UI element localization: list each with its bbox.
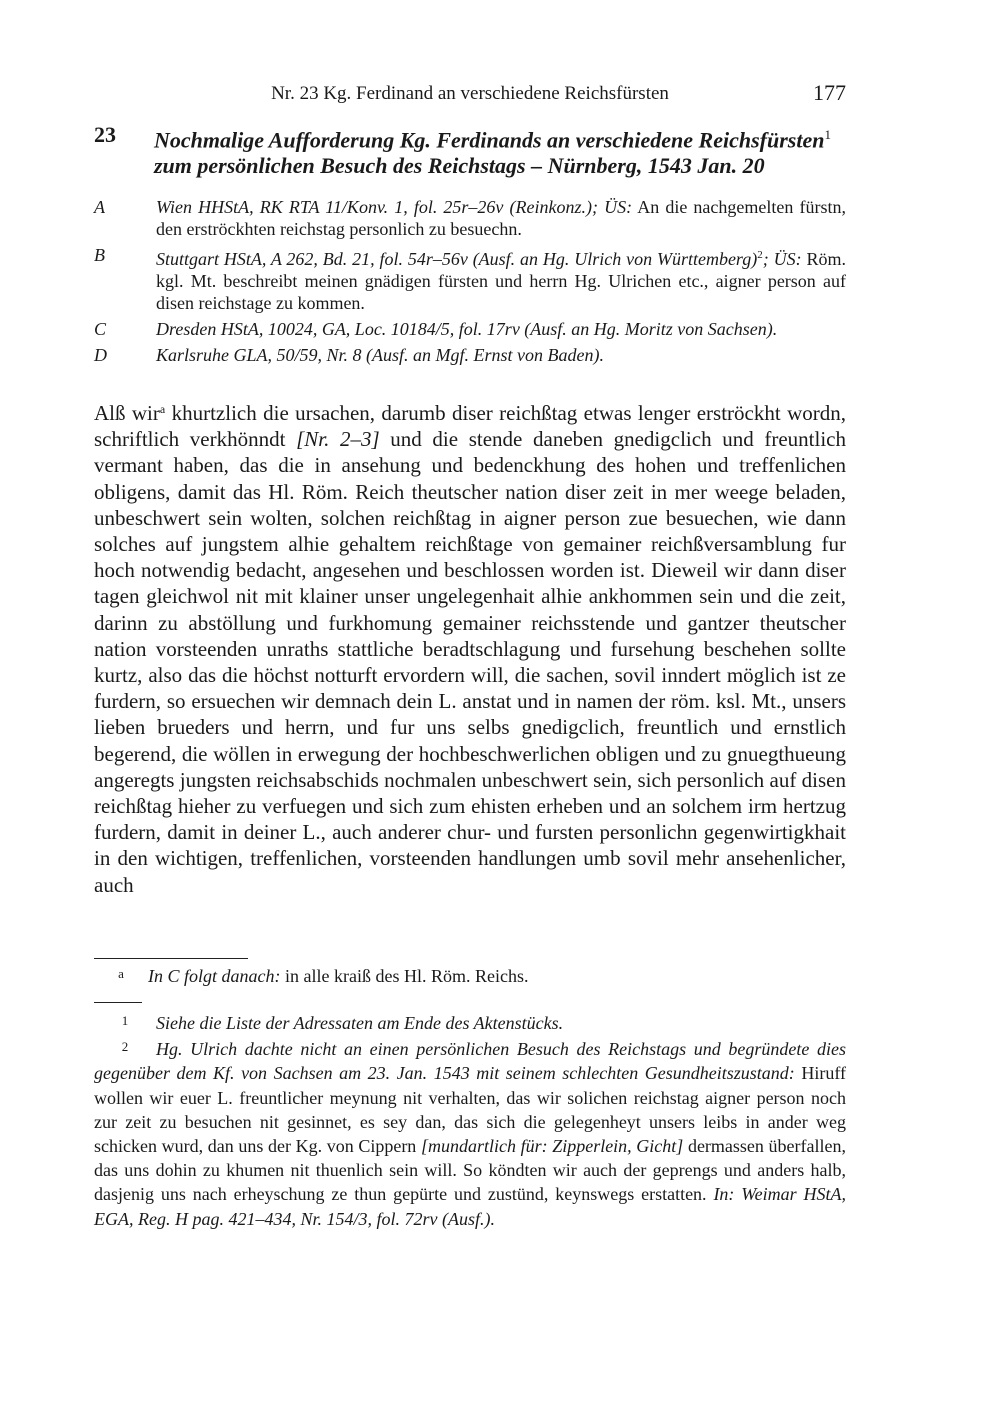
- witness-text: An die nachgemelten fürstn, den erströckhten reichstag personlich zu besuechn.: [156, 197, 846, 239]
- footnote: [94, 1009, 846, 1035]
- witness-description: [156, 318, 846, 340]
- witness-siglum: C: [94, 319, 107, 339]
- witness-description: [156, 196, 846, 240]
- witness-entry: [94, 344, 846, 366]
- witness-entry: [94, 318, 846, 340]
- footnote-source: In: Weimar HStA, EGA, Reg. H pag. 421–434, Nr. 154/3, fol. 72rv (Ausf.).: [94, 1184, 846, 1229]
- document-title-part1: Nochmalige Aufforderung Kg. Ferdinands an verschiedene Reichsfürsten: [154, 127, 825, 153]
- witness-text: Röm. kgl. Mt. beschreibt meinen gnädigen fürsten und herrn Hg. Ulrichen etc., aigner person auf disen reichstage zu kommen.: [156, 249, 846, 313]
- main-text-start: Alß wir: [94, 401, 160, 425]
- witness-siglum: B: [94, 245, 105, 265]
- witness-entry: [94, 244, 846, 314]
- witness-source: Dresden HStA, 10024, GA, Loc. 10184/5, fol. 17rv (Ausf. an Hg. Moritz von Sachsen).: [156, 319, 778, 339]
- main-text-part1: khurtzlich die ursachen, darumb diser reichßtag etwas lenger erströckht wordn, schriftlich verkhönndt: [94, 401, 846, 452]
- footnote-italic: Hg. Ulrich dachte nicht an einen persönlichen Besuch des Reichstags und begründete dies gegenüber dem Kf. von Sachsen am 23. Jan. 1543 mit seinem schlechten Gesundheitszustand:: [94, 1039, 846, 1084]
- footnote-divider: [94, 1002, 142, 1003]
- footnote-bracket-note: [mundartlich für: Zipperlein, Gicht]: [420, 1136, 684, 1157]
- witness-description: [156, 244, 846, 314]
- witness-description: [156, 344, 846, 366]
- witness-source: Stuttgart HStA, A 262, Bd. 21, fol. 54r–56v (Ausf. an Hg. Ulrich von Württemberg): [156, 249, 758, 269]
- witness-siglum: A: [94, 197, 105, 217]
- witness-list: [94, 196, 846, 370]
- critical-apparatus: [94, 962, 846, 988]
- apparatus-text: in alle kraiß des Hl. Röm. Reichs.: [280, 966, 529, 986]
- apparatus-ref-a: a: [159, 402, 166, 416]
- apparatus-mark: a: [118, 966, 124, 981]
- footnote-mark: 2: [121, 1039, 129, 1055]
- document-number: 23: [94, 122, 116, 147]
- footnote-ref-1: 1: [824, 127, 831, 142]
- page-number: 177: [813, 80, 846, 105]
- editorial-reference: [Nr. 2–3]: [296, 427, 380, 452]
- main-text-part2: und die stende daneben gnedigclich und freuntlich vermant haben, das die in ansehung und bedenckhung des hohen und treffenlichen obligens, damit das Hl. Röm. Reich theutscher nation diser zeit in mer weege beladen, unbeschwert sein wolten, solchen reichßtag in aigner person zue besuechen, wie dann solches auf jungstem alhie gehaltem reichßtage von gemainer reichßversamblung fur hoch notwendig bedacht, angesehen und beschlossen worden ist. Dieweil wir dann diser tagen gleichwol nit mit klainer unser ungelegenhait alhie ankhommen sein und die zeit, darinn zu abstöllung und furkhomung gemainer reichsstende und gantzer theutscher nation vorsteenden unraths stattliche beradtschlagung und fursehung beschehen sollte kurtz, also das die höchst notturft ervordern will, die sachen, sovil inndert möglich ist ze furdern, so ersuechen wir demnach dein L. anstat und in namen der röm. ksl. Mt., unsers lieben brueders und herrn, und fur uns selbs gnedigclich, freuntlich und ernstlich begerend, die wöllen in erwegung der hochbeschwerlichen obligen und zu gnuegthueung angeregts jungsten reichsabschids nochmalen unbeschwert sein, sich personlich auf disen reichßtag hieher zu verfuegen und sich zum ehisten erheben und an solchem irm hertzug furdern, damit in deiner L., auch anderer chur- und fursten personlichn gegenwirtigkhait in den wichtigen, treffenlichen, vorsteenden handlungen umb sovil mehr ansehenlicher, auch: [94, 427, 846, 897]
- footnotes: [94, 1009, 846, 1231]
- running-title: Nr. 23 Kg. Ferdinand an verschiedene Reichsfürsten: [271, 83, 669, 104]
- witness-source: Wien HHStA, RK RTA 11/Konv. 1, fol. 25r–26v (Reinkonz.); ÜS:: [156, 197, 633, 217]
- footnote-text: Hiruff wollen wir euer L. freuntlicher meynung nit verhalten, das wir solichen reichstag aigner person noch zur zeit zu besuchen nit gesinnet, es sey dan, das sich die gelegenheyt unsers leibs in ander weg schicken wurd, dan uns der Kg. von Cippern: [94, 1063, 846, 1157]
- document-heading: [94, 122, 846, 179]
- footnote-ref-2: 2: [757, 249, 763, 261]
- witness-source-suffix: ; ÜS:: [762, 249, 802, 269]
- document-title: [154, 122, 846, 179]
- witness-source: Karlsruhe GLA, 50/59, Nr. 8 (Ausf. an Mgf. Ernst von Baden).: [156, 345, 604, 365]
- footnote-text-continued: dermassen überfallen, das uns dohin zu khumen nit thuenlich sein will. So köndten wir auch der geprengs und anders halb, dasjenig uns nach erheyschung ze thun gepürte und zustünd, keynswegs erstatten.: [94, 1136, 846, 1205]
- main-text: [94, 400, 846, 898]
- footnote: [94, 1035, 846, 1231]
- witness-entry: [94, 196, 846, 240]
- document-title-part2: zum persönlichen Besuch des Reichstags – Nürnberg, 1543 Jan. 20: [154, 153, 765, 179]
- apparatus-divider: [94, 958, 248, 959]
- footnote-mark: 1: [121, 1013, 129, 1028]
- apparatus-note: In C folgt danach:: [148, 966, 281, 986]
- footnote-italic: Siehe die Liste der Adressaten am Ende des Aktenstücks.: [156, 1013, 564, 1033]
- running-head: [94, 80, 846, 108]
- witness-siglum: D: [94, 345, 107, 365]
